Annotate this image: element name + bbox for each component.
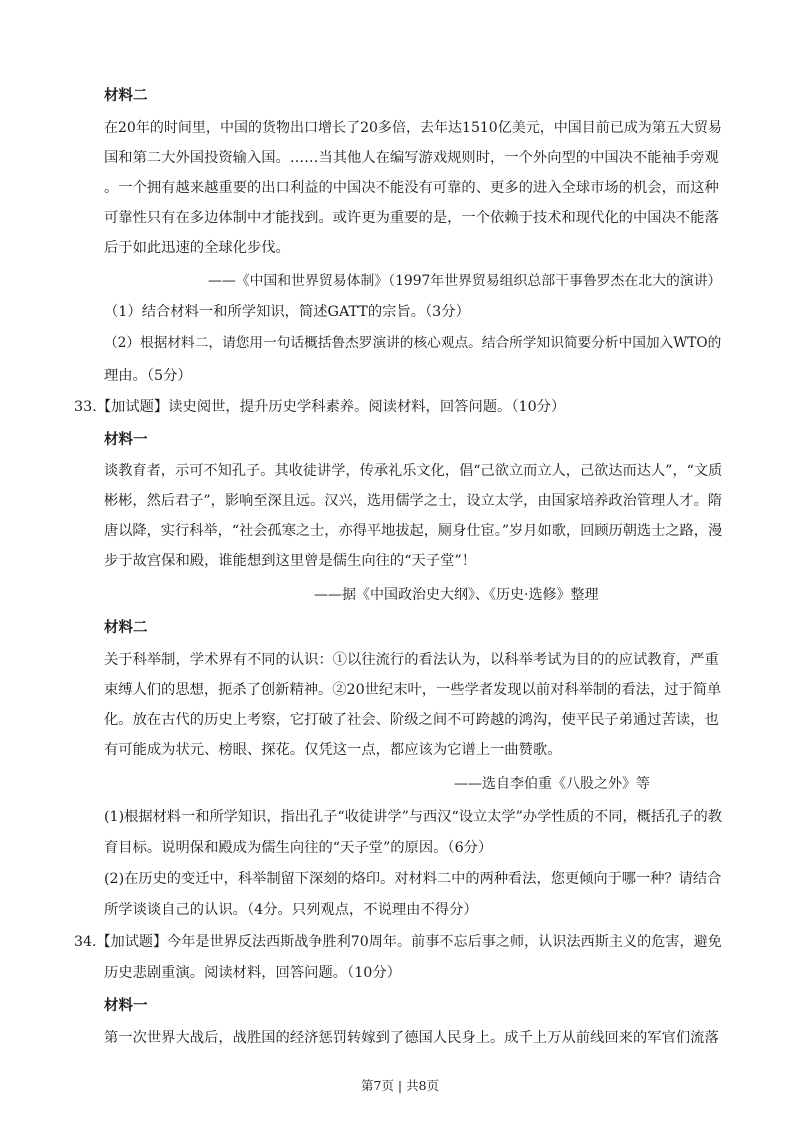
paragraph-line: 后于如此迅速的全球化步伐。 — [104, 240, 290, 256]
sub-question: （1）结合材料一和所学知识，简述GATT的宗旨。（3分） — [104, 304, 470, 320]
question-34-intro: 历史悲剧重演。阅读材料，回答问题。（10分） — [104, 965, 401, 981]
source-citation: ——据《中国政治史大纲》、《历史·选修》整理 — [314, 587, 599, 603]
question-34-intro: 34.【加试题】今年是世界反法西斯战争胜利70周年。前事不忘后事之师，认识法西斯主义的危害，避免 — [74, 934, 722, 950]
sub-question: 育目标。说明保和殿成为儒生向往的“天子堂”的原因。（6分） — [104, 840, 493, 856]
paragraph-line: 谈教育者，示可不知孔子。其收徒讲学，传承礼乐文化，倡“己欲立而立人，己欲达而达人”，“文质 — [104, 463, 723, 479]
paragraph-line: 第一次世界大战后，战胜国的经济惩罚转嫁到了德国人民身上。成千上万从前线回来的军官们流落 — [104, 1030, 719, 1046]
paragraph-line: 。一个拥有越来越重要的出口利益的中国决不能没有可靠的、更多的进入全球市场的机会，而这种 — [104, 180, 719, 196]
sub-question: (2)在历史的变迁中，科举制留下深刻的烙印。对材料二中的两种看法，您更倾向于哪一种？请结合 — [104, 871, 722, 887]
source-citation: ——选自李伯重《八股之外》等 — [454, 776, 650, 792]
source-citation: ——《中国和世界贸易体制》（1997年世界贸易组织总部干事鲁罗杰在北大的演讲） — [208, 273, 722, 289]
paragraph-line: 国和第二大外国投资输入国。……当其他人在编写游戏规则时，一个外向型的中国决不能袖手旁观 — [104, 150, 719, 166]
sub-question: （2）根据材料二，请您用一句话概括鲁杰罗演讲的核心观点。结合所学知识简要分析中国加入WTO的 — [104, 335, 722, 351]
sub-question: 所学谈谈自己的认识。（4分。只列观点，不说理由不得分） — [104, 902, 478, 918]
question-33-intro: 33.【加试题】读史阅世，提升历史学科素养。阅读材料，回答问题。（10分） — [74, 399, 566, 415]
material-heading: 材料一 — [104, 431, 148, 448]
paragraph-line: 彬彬，然后君子”，影响至深且远。汉兴，选用儒学之士，设立太学，由国家培养政治管理人才。隋 — [104, 493, 722, 509]
paragraph-line: 步于故宫保和殿，谁能想到这里曾是儒生向往的“天子堂”！ — [104, 553, 477, 569]
paragraph-line: 可靠性只有在多边体制中才能找到。或许更为重要的是，一个依赖于技术和现代化的中国决不能落 — [104, 210, 719, 226]
material-heading: 材料二 — [104, 619, 148, 636]
paragraph-line: 化。放在古代的历史上考察，它打破了社会、阶级之间不可跨越的鸿沟，使平民子弟通过苦读，也 — [104, 712, 719, 728]
material-heading: 材料二 — [104, 87, 148, 104]
page-footer: 第7页 | 共8页 — [360, 1078, 440, 1093]
sub-question: (1)根据材料一和所学知识，指出孔子“收徒讲学”与西汉“设立太学”办学性质的不同，概括孔子的教 — [104, 809, 722, 825]
sub-question: 理由。（5分） — [104, 368, 192, 384]
paragraph-line: 有可能成为状元、榜眼、探花。仅凭这一点，都应该为它谱上一曲赞歌。 — [104, 742, 562, 758]
material-heading: 材料一 — [104, 997, 148, 1014]
paragraph-line: 束缚人们的思想，扼杀了创新精神。②20世纪末叶，一些学者发现以前对科举制的看法，过于简单 — [104, 682, 722, 698]
paragraph-line: 关于科举制，学术界有不同的认识：①以往流行的看法认为，以科举考试为目的的应试教育，严重 — [104, 652, 719, 668]
paragraph-line: 唐以降，实行科举，“社会孤寒之士，亦得平地拔起，厕身仕宦。”岁月如歌，回顾历朝选士之路，漫 — [104, 523, 723, 539]
paragraph-line: 在20年的时间里，中国的货物出口增长了20多倍，去年达1510亿美元，中国目前已成为第五大贸易 — [104, 120, 722, 136]
